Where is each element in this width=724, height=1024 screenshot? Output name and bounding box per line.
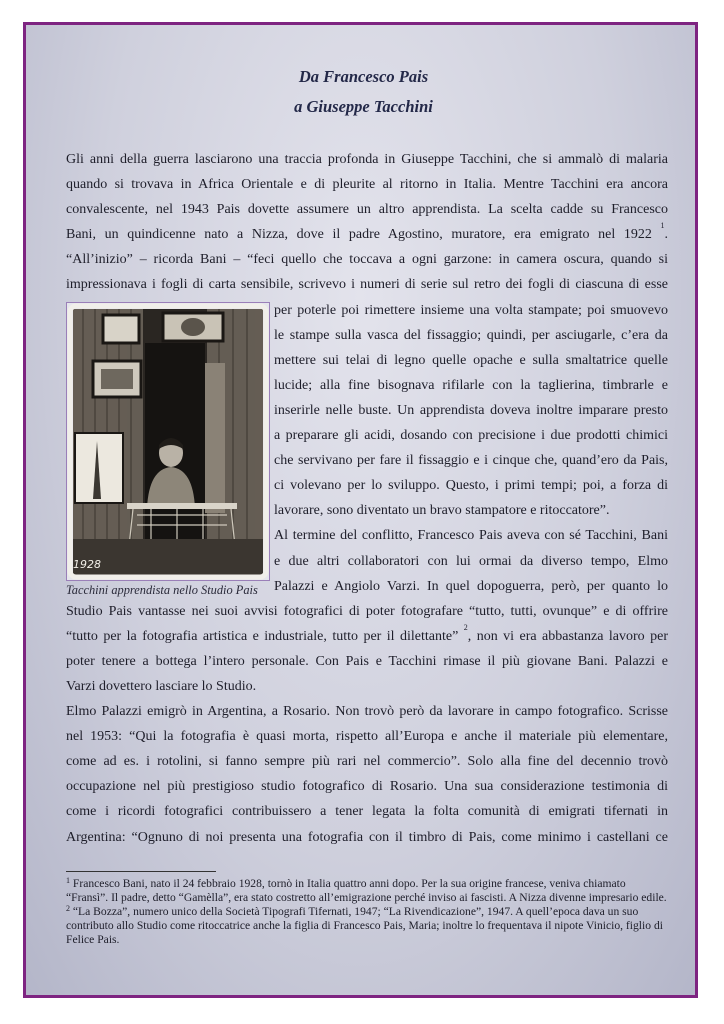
body-line-text: Bani, un quindicenne nato a Nizza, dove il padre Agostino, muratore, era emigrato nel 1922 — [66, 227, 652, 243]
body-line: le stampe sulla vasca del fissaggio; quindi, per asciugarle, c’era da — [274, 327, 668, 343]
footnote-mark: 1 — [66, 876, 70, 885]
body-line: Argentina: “Ognuno di noi presenta una fotografia con il timbro di Pais, come minimo i castellani ce — [66, 829, 668, 845]
photo-figure — [66, 302, 272, 597]
photo-year-inscription: 1928 — [73, 558, 101, 572]
photo-caption: Tacchini apprendista nello Studio Pais — [66, 582, 258, 597]
body-line: per poterle poi rimettere insieme una volta stampate; poi smuovevo — [274, 302, 668, 318]
title-line-2: a Giuseppe Tacchini — [294, 97, 433, 116]
photo-apprentice-image — [67, 303, 269, 580]
body-line: come i ricordi fotografici contribuissero a tener legata la folta comunità di emigrati tifernati in — [66, 804, 668, 820]
body-line: mettere sui telai di legno quelle opache e sulla smaltatrice quelle — [274, 352, 668, 368]
body-line: Varzi dovettero lasciare lo Studio. — [66, 678, 257, 694]
footnote-text: “La Bozza”, numero unico della Società Tipografi Tifernati, 1947; “La Rivendicazione”, 1947. A quell’epoca dava un suo contributo allo Studio come ritoccatrice anche la figlia di Francesco Pais, Maria; inoltre lo frequentava il nipote Vinicio, figlio di Felice Pais. — [66, 905, 663, 946]
document-page — [23, 22, 698, 998]
body-line: impressionava i fogli di carta sensibile, scrivevo i numeri di serie sul retro dei fogli di ciascuna di esse — [66, 277, 668, 293]
body-line: Bani, un quindicenne nato a Nizza, dove il padre Agostino, muratore, era emigrato nel 1922 $^1$. — [66, 221, 669, 243]
body-line: Elmo Palazzi emigrò in Argentina, a Rosario. Non trovò però da lavorare in campo fotografico. Scrisse — [66, 704, 668, 720]
body-line: e due altri collaboratori con lui ormai da diverso tempo, Elmo — [274, 553, 668, 569]
body-line — [66, 624, 668, 649]
body-line: Al termine del conflitto, Francesco Pais aveva con sé Tacchini, Bani — [274, 528, 668, 544]
body-line: nel 1953: “Qui la fotografia è quasi morta, rispetto all’Europa e anche il materiale più elementare, — [66, 729, 668, 745]
body-line: quando si trovava in Africa Orientale e di pleurite al ritorno in Italia. Mentre Tacchini era ancora — [66, 177, 668, 193]
body-line: lucide; alla fine bisognava rifilarle con la taglierina, timbrarle e — [274, 377, 668, 393]
body-line: Gli anni della guerra lasciarono una traccia profonda in Giuseppe Tacchini, che si ammalò di malaria — [66, 152, 668, 167]
body-line: convalescente, nel 1943 Pais dovette assumere un altro apprendista. La scelta cadde su Francesco — [66, 202, 668, 218]
body-line: ci volevano per lo sviluppo. Questo, i primi tempi; poi, a forza di — [274, 478, 668, 494]
article-body — [66, 147, 668, 850]
body-line: inserirle nelle buste. Un apprendista doveva inoltre imparare presto — [274, 402, 668, 418]
body-line: poter tenere a bottega l’intero personale. Con Pais e Tacchini rimase il più giovane Bani. Palazzi e — [66, 653, 668, 669]
footnote-ref-1[interactable]: 1 — [660, 221, 665, 231]
body-line: Palazzi e Angiolo Varzi. In quel dopoguerra, però, per quanto lo — [274, 578, 668, 594]
body-line: lavorare, sono diventato un bravo stampatore e ritoccatore”. — [274, 503, 610, 519]
footnote-ref-2[interactable]: 2 — [463, 622, 468, 632]
body-line: a preparare gli acidi, dosando con precisione i due prodotti chimici — [274, 428, 668, 444]
body-line-text: , non vi era abbastanza lavoro per — [467, 628, 668, 644]
footnote-2 — [66, 905, 668, 947]
body-line: come ad es. i rotolini, si fanno sempre più rari nel commercio”. Solo alla fine del decennio trovò — [66, 754, 668, 770]
body-line: che servivano per fare il fissaggio e i cinque che, quand’ero da Pais, — [274, 453, 668, 469]
body-line: occupazione nel più prestigioso studio fotografico di Rosario. Una sua considerazione testimonia di — [66, 779, 668, 795]
footnote-1 — [66, 877, 668, 905]
footnote-mark: 2 — [66, 904, 70, 913]
body-line-text: “tutto per la fotografia artistica e industriale, tutto per il dilettante” — [66, 628, 459, 644]
title-line-1: Da Francesco Pais — [298, 67, 429, 86]
footnotes — [66, 877, 668, 947]
footnote-divider — [66, 871, 216, 872]
footnote-text: Francesco Bani, nato il 24 febbraio 1928, tornò in Italia quattro anni dopo. Per la sua origine francese, veniva chiamato “Fransì”. Il padre, detto “Gamèlla”, era stato costretto all’emigrazione perché inviso ai fascisti. A Nizza divenne impresario edile. — [66, 877, 667, 904]
body-line: Studio Pais vantasse nei suoi avvisi fotografici di poter fotografare “tutto, tutti, ovunque” e di offrire — [66, 603, 668, 619]
body-line: “All’inizio” – ricorda Bani – “feci quello che toccava a ogni garzone: in camera oscura, quando si — [66, 252, 668, 268]
photo-frame — [66, 302, 270, 581]
